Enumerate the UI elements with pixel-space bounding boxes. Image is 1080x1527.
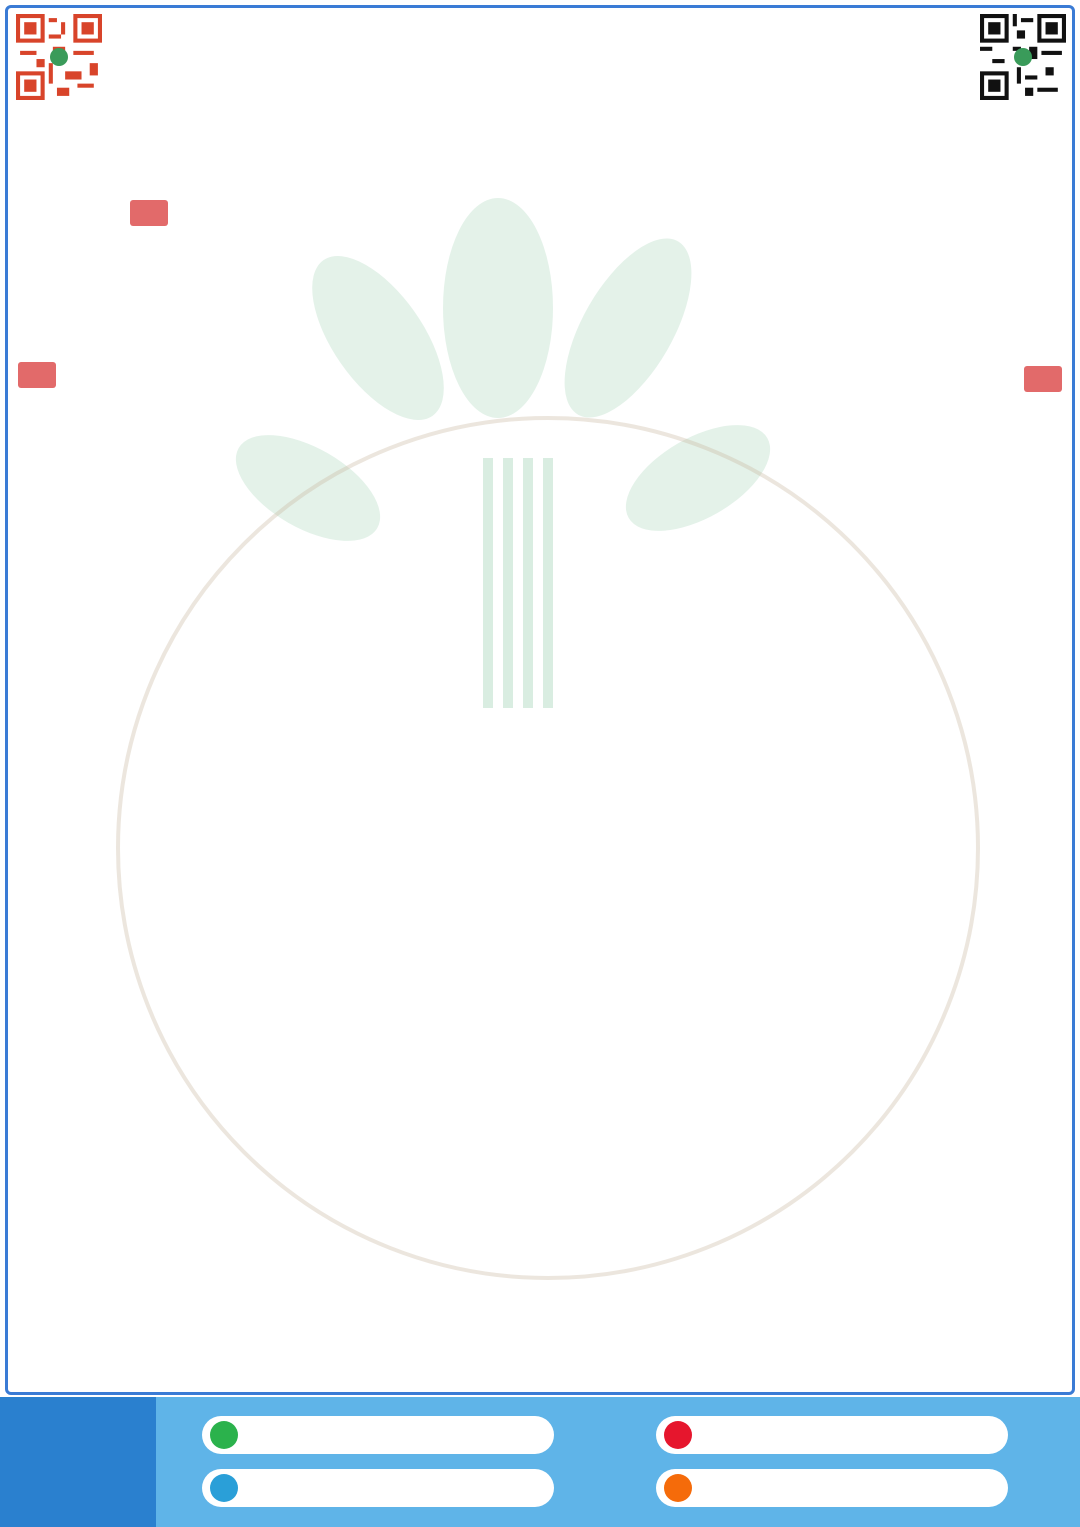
qr-code-right (980, 14, 1066, 100)
weibo-pill[interactable] (656, 1416, 1008, 1454)
taobao-icon (664, 1474, 692, 1502)
shop-pill[interactable] (656, 1469, 1008, 1507)
section-a-tag (1024, 366, 1062, 392)
qr-code-left (16, 14, 102, 100)
wechat-icon (210, 1421, 238, 1449)
video-pill[interactable] (202, 1469, 554, 1507)
footer-bar (0, 1397, 1080, 1527)
intro-tag (18, 362, 56, 388)
chords-tag (130, 200, 168, 226)
wechat-pill[interactable] (202, 1416, 554, 1454)
bilibili-icon (210, 1474, 238, 1502)
brand-block (0, 1397, 156, 1527)
score-page (5, 5, 1075, 1395)
weibo-icon (664, 1421, 692, 1449)
